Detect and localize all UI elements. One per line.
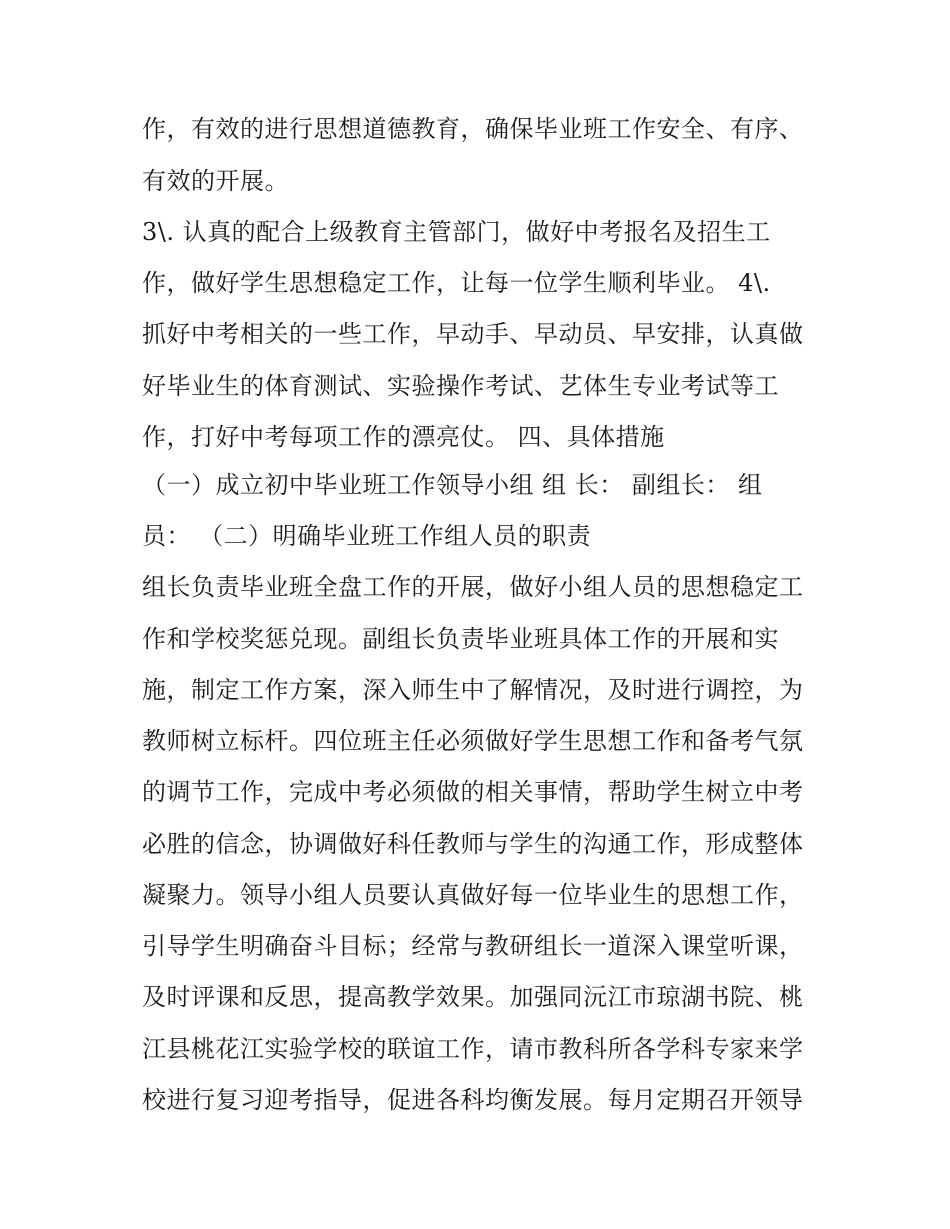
text-line: 作，打好中考每项工作的漂亮仗。 四、具体措施	[142, 423, 665, 451]
text-line: 江县桃花江实验学校的联谊工作，请市教科所各学科专家来学	[142, 1035, 804, 1063]
text-line: 的调节工作，完成中考必须做的相关事情，帮助学生树立中考	[142, 778, 804, 806]
text-line: 员： （二）明确毕业班工作组人员的职责	[142, 522, 592, 550]
text-line: 教师树立标杆。四位班主任必须做好学生思想工作和备考气氛	[142, 727, 804, 755]
text-line: 凝聚力。领导小组人员要认真做好每一位毕业生的思想工作，	[142, 881, 804, 909]
text-line: （一）成立初中毕业班工作领导小组 组 长： 副组长： 组	[142, 471, 763, 499]
text-line: 好毕业生的体育测试、实验操作考试、艺体生专业考试等工	[142, 372, 779, 400]
text-line: 引导学生明确奋斗目标；经常与教研组长一道深入课堂听课，	[142, 932, 804, 960]
text-line: 施，制定工作方案，深入师生中了解情况，及时进行调控，为	[142, 676, 804, 704]
text-line: 3\. 认真的配合上级教育主管部门，做好中考报名及招生工	[142, 218, 771, 246]
text-line: 作，做好学生思想稳定工作，让每一位学生顺利毕业。 4\.	[142, 269, 771, 297]
text-line: 作，有效的进行思想道德教育，确保毕业班工作安全、有序、	[142, 115, 804, 143]
text-line: 校进行复习迎考指导，促进各科均衡发展。每月定期召开领导	[142, 1086, 804, 1114]
text-line: 组长负责毕业班全盘工作的开展，做好小组人员的思想稳定工	[142, 573, 804, 601]
text-line: 必胜的信念，协调做好科任教师与学生的沟通工作，形成整体	[142, 830, 804, 858]
text-line: 抓好中考相关的一些工作，早动手、早动员、早安排，认真做	[142, 320, 804, 348]
text-line: 及时评课和反思，提高教学效果。加强同沅江市琼湖书院、桃	[142, 983, 804, 1011]
text-line: 有效的开展。	[142, 167, 289, 195]
text-line: 作和学校奖惩兑现。副组长负责毕业班具体工作的开展和实	[142, 625, 779, 653]
